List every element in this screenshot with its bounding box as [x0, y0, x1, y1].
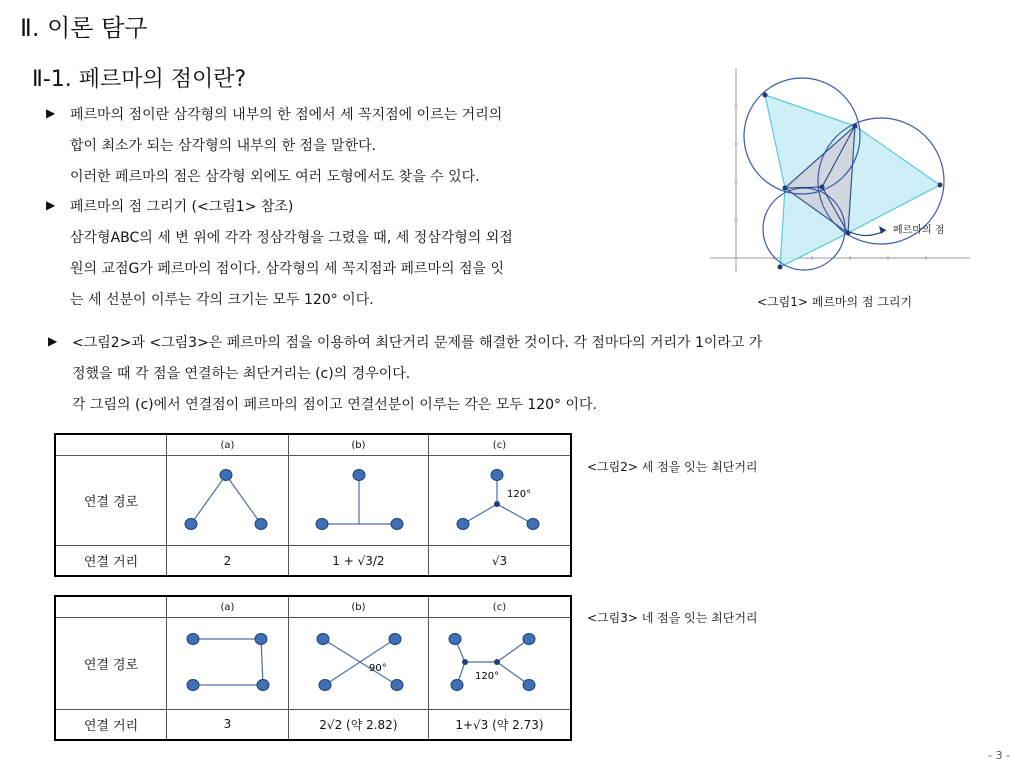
para2-line1: 페르마의 점 그리기 (<그림1> 참조)	[70, 199, 294, 215]
angle-120-label: 120°	[475, 671, 500, 683]
empty-header-cell	[55, 434, 167, 456]
fig3-distance-b: 2√2 (약 2.82)	[288, 709, 428, 740]
four-point-path-c-diagram	[429, 619, 569, 705]
header-a: (a)	[167, 434, 289, 456]
para3-line2: 정했을 때 각 점을 연결하는 최단거리는 (c)의 경우이다.	[72, 366, 411, 382]
bullet-icon: ▶	[46, 106, 56, 120]
figure3-caption: <그림3> 네 점을 잇는 최단거리	[587, 611, 758, 625]
header-b: (b)	[288, 596, 428, 618]
fig2-path-a	[167, 456, 289, 546]
fermat-point-construction-figure	[700, 62, 980, 282]
header-a: (a)	[167, 596, 289, 618]
fig2-path-c	[428, 456, 571, 546]
fig3-distance-a: 3	[167, 709, 289, 740]
section-title: Ⅱ. 이론 탐구	[20, 14, 148, 42]
subsection-title: Ⅱ-1. 페르마의 점이란?	[32, 67, 247, 92]
header-b: (b)	[288, 434, 428, 456]
para3-line3: 각 그림의 (c)에서 연결점이 페르마의 점이고 연결선분이 이루는 각은 모두 120° 이다.	[72, 397, 597, 413]
fig3-path-b	[288, 618, 428, 710]
para1-line1: 페르마의 점이란 삼각형의 내부의 한 점에서 세 꼭지점에 이르는 거리의	[70, 107, 503, 123]
bullet-icon: ▶	[48, 334, 58, 348]
figure2-table	[54, 433, 572, 577]
fig2-distance-a: 2	[167, 546, 289, 576]
empty-header-cell	[55, 596, 167, 618]
four-point-path-a-diagram	[167, 619, 287, 705]
four-point-path-b-diagram	[289, 619, 427, 705]
row-label-path: 연결 경로	[55, 618, 167, 710]
fermat-point-callout: 페르마의 점	[893, 225, 945, 236]
row-label-distance: 연결 거리	[55, 709, 167, 740]
row-label-path: 연결 경로	[55, 456, 167, 546]
figure2-caption: <그림2> 세 점을 잇는 최단거리	[587, 460, 758, 474]
para1-line2: 합이 최소가 되는 삼각형의 내부의 한 점을 말한다.	[70, 138, 377, 154]
para2-line2: 삼각형ABC의 세 변 위에 각각 정삼각형을 그렸을 때, 세 정삼각형의 외접	[70, 230, 513, 246]
para1-line3: 이러한 페르마의 점은 삼각형 외에도 여러 도형에서도 찾을 수 있다.	[70, 169, 480, 185]
three-point-path-a-diagram	[167, 456, 287, 542]
page-number: - 3 -	[988, 749, 1010, 762]
fig3-path-a	[167, 618, 289, 710]
three-point-path-c-diagram	[429, 456, 569, 542]
para2-line4: 는 세 선분이 이루는 각의 크기는 모두 120° 이다.	[70, 292, 374, 308]
three-point-path-b-diagram	[289, 456, 427, 542]
fig2-path-b	[288, 456, 428, 546]
fig3-path-c	[428, 618, 571, 710]
fig2-distance-b: 1 + √3/2	[288, 546, 428, 576]
row-label-distance: 연결 거리	[55, 546, 167, 576]
para3-line1: <그림2>과 <그림3>은 페르마의 점을 이용하여 최단거리 문제를 해결한 것이다. 각 점마다의 거리가 1이라고 가	[72, 335, 763, 351]
header-c: (c)	[428, 596, 571, 618]
figure3-table	[54, 595, 572, 741]
para2-line3: 원의 교점G가 페르마의 점이다. 삼각형의 세 꼭지점과 페르마의 점을 잇	[70, 261, 505, 277]
angle-90-label: 90°	[369, 663, 388, 675]
fig3-distance-c: 1+√3 (약 2.73)	[428, 709, 571, 740]
angle-120-label: 120°	[507, 489, 532, 501]
figure1-caption: <그림1> 페르마의 점 그리기	[757, 295, 913, 309]
header-c: (c)	[428, 434, 571, 456]
bullet-icon: ▶	[46, 198, 56, 212]
fig2-distance-c: √3	[428, 546, 571, 576]
